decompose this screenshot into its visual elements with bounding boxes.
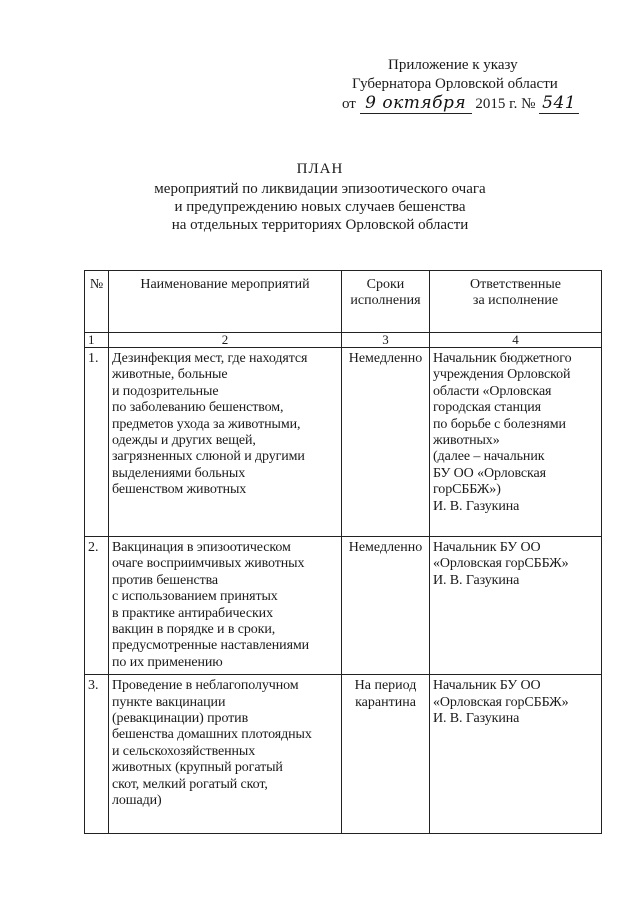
row-number: 1. (85, 348, 109, 537)
appendix-line-1: Приложение к указу (388, 57, 518, 73)
cell-text-line: и сельскохозяйственных (112, 743, 256, 759)
cell-text-line: На период (354, 678, 417, 694)
decree-date-handwritten: 9 октября (365, 93, 467, 113)
column-number-4: 4 (430, 333, 602, 348)
cell-text-line: учреждения Орловской (433, 367, 571, 383)
measure-term (342, 348, 430, 537)
measure-responsible (430, 675, 602, 834)
appendix-prefix: от (342, 96, 356, 112)
measure-term (342, 675, 430, 834)
cell-text-line: БУ ОО «Орловская (433, 465, 546, 481)
measure-responsible (430, 537, 602, 675)
cell-text-line: животных (крупный рогатый (112, 760, 283, 776)
plan-subtitle-line-2: и предупреждению новых случаев бешенства (174, 199, 466, 215)
cell-text-line: области «Орловская (433, 383, 552, 399)
plan-subtitle-line-1: мероприятий по ликвидации эпизоотического очага (154, 181, 486, 197)
header-term (342, 271, 430, 333)
cell-text-line: предметов ухода за животными, (112, 416, 301, 432)
cell-text-line: бешенства домашних плотоядных (112, 727, 312, 743)
cell-text-line: Вакцинация в эпизоотическом (112, 540, 291, 555)
cell-text-line: пункте вакцинации (112, 694, 226, 710)
measure-name (109, 348, 342, 537)
measure-responsible (430, 348, 602, 537)
header-responsible-line-2: за исполнение (472, 293, 559, 309)
cell-text-line: по их применению (112, 654, 223, 670)
table-row (85, 537, 602, 675)
row-number: 2. (85, 537, 109, 675)
cell-text-line: по заболеванию бешенством, (112, 400, 284, 416)
cell-text-line: бешенством животных (112, 482, 247, 498)
cell-text-line: одежды и других вещей, (112, 433, 256, 449)
cell-text-line: Проведение в неблагополучном (112, 678, 299, 694)
row-number: 3. (85, 675, 109, 834)
cell-text-line: очаге восприимчивых животных (112, 556, 305, 572)
cell-text-line: загрязненных слюной и другими (112, 449, 305, 465)
decree-number-field (539, 94, 579, 114)
cell-text-line: Немедленно (348, 351, 423, 366)
column-number-3: 3 (342, 333, 430, 348)
cell-text-line: выделениями больных (112, 465, 246, 481)
cell-text-line: животные, больные (112, 367, 228, 383)
cell-text-line: (ревакцинации) против (112, 711, 249, 727)
decree-number-handwritten: 541 (542, 93, 577, 113)
measure-term (342, 537, 430, 675)
cell-text-line: (далее – начальник (433, 449, 545, 465)
table-row (85, 675, 602, 834)
header-num: № (85, 271, 109, 333)
header-responsible (430, 271, 602, 333)
cell-text-line: карантина (355, 694, 416, 710)
header-term-line-2: исполнения (350, 293, 421, 309)
cell-text-line: лошади) (112, 793, 162, 809)
column-number-row (85, 333, 602, 348)
cell-text-line: животных» (433, 433, 500, 449)
cell-text-line: с использованием принятых (112, 589, 278, 605)
cell-text-line: Начальник бюджетного (433, 351, 572, 366)
decree-date-field (360, 94, 472, 114)
cell-text-line: «Орловская горСББЖ» (433, 694, 569, 710)
plan-heading: ПЛАН (296, 161, 344, 177)
header-responsible-line-1: Ответственные (470, 277, 561, 292)
cell-text-line: Начальник БУ ОО (433, 540, 541, 555)
cell-text-line: Начальник БУ ОО (433, 678, 541, 694)
column-number-1: 1 (85, 333, 109, 348)
cell-text-line: вакцин в порядке и в сроки, (112, 622, 276, 638)
appendix-line-2: Губернатора Орловской области (352, 76, 558, 92)
cell-text-line: И. В. Газукина (433, 572, 520, 588)
measure-name (109, 675, 342, 834)
cell-text-line: И. В. Газукина (433, 498, 520, 514)
header-name: Наименование мероприятий (109, 271, 342, 333)
appendix-date-line (342, 94, 579, 114)
cell-text-line: И. В. Газукина (433, 711, 520, 727)
cell-text-line: «Орловская горСББЖ» (433, 556, 569, 572)
cell-text-line: предусмотренные наставлениями (112, 638, 310, 654)
cell-text-line: Немедленно (348, 540, 423, 555)
cell-text-line: Дезинфекция мест, где находятся (112, 351, 308, 366)
cell-text-line: горСББЖ») (433, 482, 501, 498)
plan-subtitle-line-3: на отдельных территориях Орловской области (171, 217, 469, 233)
cell-text-line: и подозрительные (112, 383, 219, 399)
cell-text-line: в практике антирабических (112, 605, 273, 621)
decree-year: 2015 г. № (475, 96, 536, 112)
table-header-row (85, 271, 602, 333)
column-number-2: 2 (109, 333, 342, 348)
plan-table (84, 270, 602, 834)
cell-text-line: скот, мелкий рогатый скот, (112, 776, 268, 792)
cell-text-line: против бешенства (112, 572, 219, 588)
cell-text-line: по борьбе с болезнями (433, 416, 566, 432)
measure-name (109, 537, 342, 675)
cell-text-line: городская станция (433, 400, 542, 416)
table-row (85, 348, 602, 537)
header-term-line-1: Сроки (366, 277, 405, 292)
